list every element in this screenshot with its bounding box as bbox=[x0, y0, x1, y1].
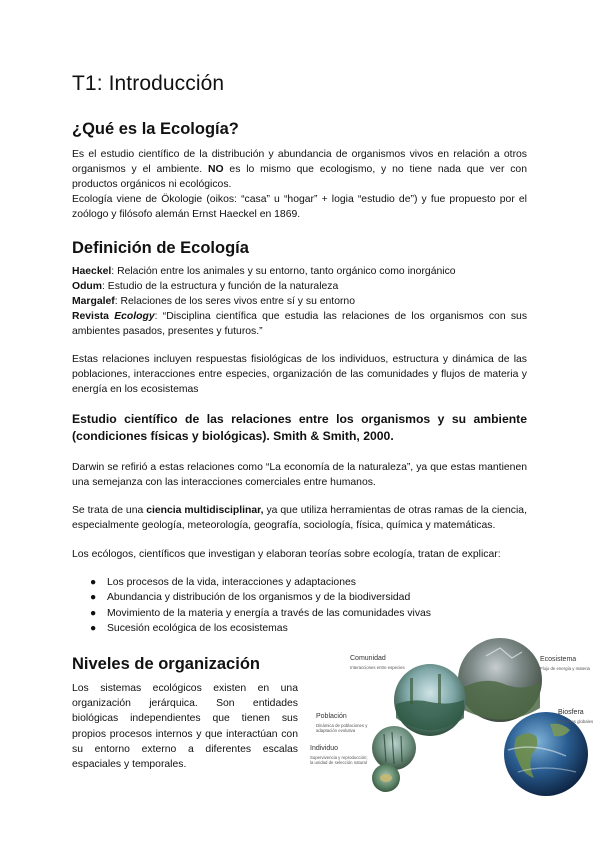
paragraph-multidisciplinar: Se trata de una ciencia multidisciplinar, ya que utiliza herramientas de otras ramas de la ciencia, especialmente geología, meteorología, geografía, sociología, física, química y matemáticas. bbox=[72, 505, 527, 531]
paragraph-ecologos: Los ecólogos, científicos que investigan y elaboran teorías sobre ecología, tratan de explicar: bbox=[72, 549, 501, 560]
paragraph-etymology: Ecología viene de Ökologie (oikos: “casa” u “hogar” + logia “estudio de”) y fue propuesto por el zoólogo y filósofo alemán Ernst Haeckel en 1869. bbox=[72, 194, 527, 220]
paragraph-definition: Es el estudio científico de la distribución y abundancia de organismos vivos en relación a otros organismos y el ambiente. NO es lo mismo que ecologismo, y no tiene nada que ver con productos orgánicos ni ecológicos. bbox=[72, 149, 527, 190]
heading-niveles-organizacion: Niveles de organización bbox=[72, 655, 260, 673]
bullet-icon: ● bbox=[90, 592, 97, 604]
heading-definicion-ecologia: Definición de Ecología bbox=[72, 239, 249, 257]
bullet-list bbox=[72, 575, 527, 636]
definition-revista-ecology: Revista Ecology: “Disciplina científica que estudia las relaciones de los organismos con sus ambientes pasados, presentes y futuros.” bbox=[72, 311, 528, 337]
list-item: ● Sucesión ecológica de los ecosistemas bbox=[72, 621, 527, 636]
list-item: ● Los procesos de la vida, interacciones y adaptaciones bbox=[72, 575, 527, 590]
label-poblacion: Población bbox=[316, 713, 347, 720]
sublabel-ecosistema: Flujo de energía y materia bbox=[540, 666, 590, 671]
bullet-icon: ● bbox=[90, 607, 97, 619]
sublabel-biosfera: Procesos globales bbox=[558, 719, 594, 724]
paragraph-niveles: Los sistemas ecológicos existen en una organización jerárquica. Son entidades biológicas independientes que tienen sus propios procesos internos y que interactúan con su entorno externo a diferentes escalas espaciales y temporales. bbox=[72, 683, 298, 771]
definition-haeckel: Haeckel: Relación entre los animales y su entorno, tanto orgánico como inorgánico bbox=[72, 266, 456, 277]
paragraph-darwin: Darwin se refirió a estas relaciones como “La economía de la naturaleza”, ya que estas mantienen una semejanza con las interacciones comerciales entre humanos. bbox=[72, 462, 527, 488]
quote-smith-smith: Estudio científico de las relaciones entre los organismos y su ambiente (condiciones físicas y biológicas). Smith & Smith, 2000. bbox=[72, 412, 527, 443]
sublabel-individuo: Supervivencia y reproducción; la unidad de selección natural bbox=[310, 755, 368, 765]
organization-levels-diagram bbox=[304, 638, 600, 796]
sublabel-poblacion: Dinámica de poblaciones y adaptación evolutiva bbox=[316, 723, 368, 733]
list-item: ● Movimiento de la materia y energía a través de las comunidades vivas bbox=[72, 606, 527, 621]
paragraph-relaciones: Estas relaciones incluyen respuestas fisiológicas de los individuos, estructura y dinámica de las poblaciones, interacciones entre especies, organización de las comunidades y flujos de materia y energía en los ecosistemas bbox=[72, 354, 527, 395]
label-biosfera: Biosfera bbox=[558, 709, 584, 716]
page-title: T1: Introducción bbox=[72, 72, 225, 95]
label-comunidad: Comunidad bbox=[350, 655, 386, 662]
label-ecosistema: Ecosistema bbox=[540, 656, 577, 663]
bullet-icon: ● bbox=[90, 577, 97, 588]
bullet-icon: ● bbox=[90, 622, 97, 634]
definition-odum: Odum: Estudio de la estructura y función de la naturaleza bbox=[72, 281, 339, 292]
heading-que-es-ecologia: ¿Qué es la Ecología? bbox=[72, 120, 239, 138]
label-individuo: Individuo bbox=[310, 745, 339, 752]
list-item: ● Abundancia y distribución de los organismos y de la biodiversidad bbox=[72, 590, 527, 605]
definition-margalef: Margalef: Relaciones de los seres vivos entre sí y su entorno bbox=[72, 296, 355, 307]
sublabel-comunidad: Interacciones entre especies bbox=[350, 665, 405, 670]
